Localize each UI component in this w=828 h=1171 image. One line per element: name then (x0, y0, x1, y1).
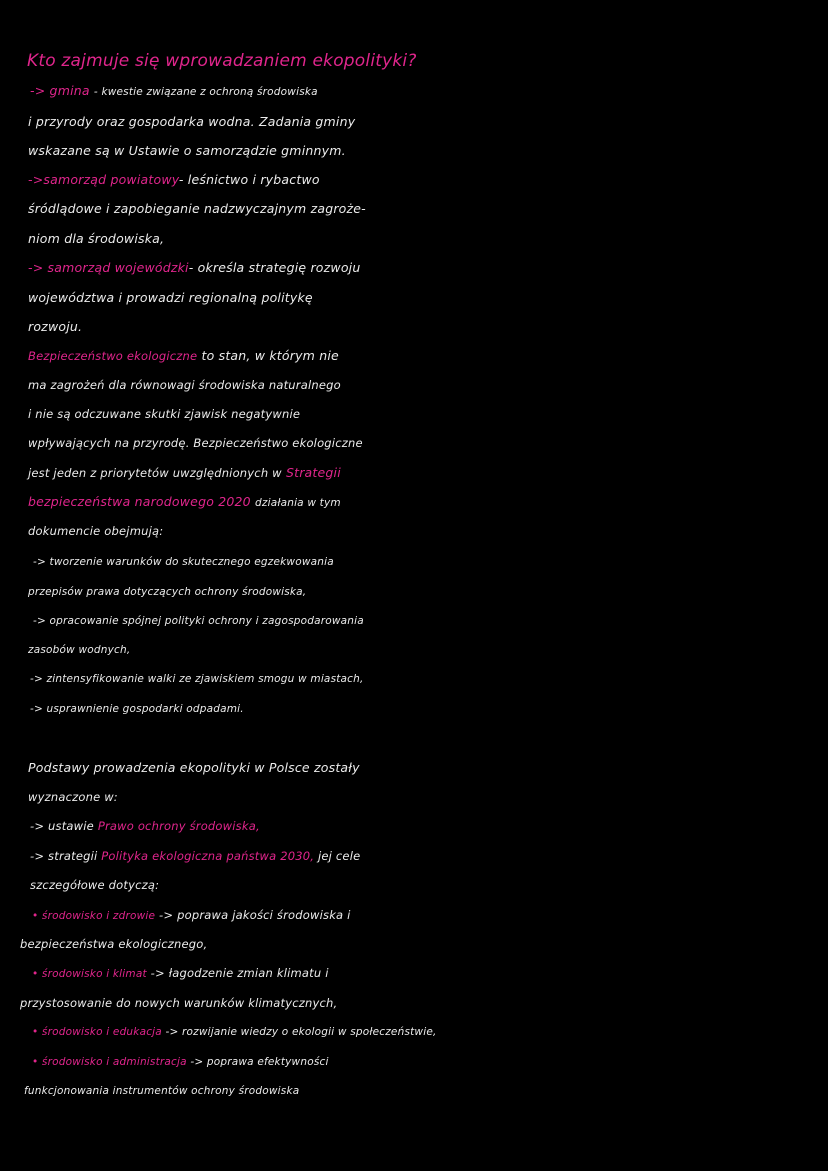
note-line: i nie są odczuwane skutki zjawisk negatywnie (28, 407, 301, 421)
note-line: -> usprawnienie gospodarki odpadami. (30, 703, 244, 715)
note-text: to stan, w którym nie (201, 348, 339, 363)
note-text: jej cele (317, 849, 361, 863)
highlight-term: -> gmina (30, 83, 90, 98)
note-line (32, 1027, 437, 1038)
note-text: -> strategii (30, 849, 98, 863)
highlight-term: ->samorząd powiatowy (28, 172, 179, 187)
note-line: wpływających na przyrodę. Bezpieczeństwo ekologiczne (28, 436, 363, 450)
note-line (28, 262, 360, 275)
note-line: województwa i prowadzi regionalną politykę (28, 290, 313, 305)
highlight-term: Strategii (285, 465, 341, 480)
note-line (28, 467, 341, 480)
note-line (30, 851, 360, 863)
note-line: -> tworzenie warunków do skutecznego egzekwowania (33, 556, 334, 568)
highlight-term: • środowisko i zdrowie (32, 910, 156, 922)
note-line: szczegółowe dotyczą: (30, 878, 160, 892)
note-text: - kwestie związane z ochroną środowiska (93, 86, 318, 98)
note-line: wskazane są w Ustawie o samorządzie gminnym. (28, 143, 346, 158)
note-text: -> ustawie (30, 819, 94, 833)
highlight-term: Bezpieczeństwo ekologiczne (28, 349, 198, 363)
note-line: śródlądowe i zapobieganie nadzwyczajnym zagroże- (28, 201, 366, 216)
note-line: niom dla środowiska, (28, 231, 165, 246)
note-text: -> poprawa jakości środowiska i (159, 908, 351, 922)
highlight-term: -> samorząd wojewódzki (28, 260, 189, 275)
note-line (32, 968, 329, 980)
note-text: jest jeden z priorytetów uwzględnionych w (28, 466, 282, 480)
note-line: Podstawy prowadzenia ekopolityki w Polsce zostały (28, 760, 360, 775)
highlight-term: • środowisko i administracja (32, 1056, 187, 1068)
note-line: zasobów wodnych, (28, 644, 131, 656)
note-text: -> rozwijanie wiedzy o ekologii w społeczeństwie, (165, 1026, 437, 1038)
note-line: przystosowanie do nowych warunków klimatycznych, (20, 996, 338, 1010)
note-text: działania w tym (255, 497, 341, 509)
note-text: - leśnictwo i rybactwo (178, 172, 320, 187)
note-line: -> zintensyfikowanie walki ze zjawiskiem smogu w miastach, (30, 673, 364, 685)
note-line: wyznaczone w: (28, 790, 118, 804)
note-line (28, 496, 341, 509)
note-text: -> łagodzenie zmian klimatu i (150, 966, 329, 980)
note-line (32, 910, 351, 922)
note-line (32, 1057, 329, 1068)
highlight-term: • środowisko i edukacja (32, 1026, 162, 1038)
note-line (28, 350, 339, 363)
note-line (28, 174, 320, 187)
note-line: i przyrody oraz gospodarka wodna. Zadania gminy (28, 114, 356, 129)
note-line: dokumencie obejmują: (28, 524, 164, 538)
note-line: ma zagrożeń dla równowagi środowiska naturalnego (28, 378, 341, 392)
note-title: Kto zajmuje się wprowadzaniem ekopolityki? (27, 51, 417, 71)
note-line (30, 821, 260, 833)
highlight-term: Prawo ochrony środowiska, (97, 819, 260, 833)
note-text: - określa strategię rozwoju (188, 260, 361, 275)
note-text: -> poprawa efektywności (190, 1056, 329, 1068)
note-line: -> opracowanie spójnej polityki ochrony i zagospodarowania (33, 615, 364, 627)
highlight-term: bezpieczeństwa narodowego 2020 (28, 494, 251, 509)
note-line: przepisów prawa dotyczących ochrony środowiska, (28, 586, 307, 598)
highlight-term: Polityka ekologiczna państwa 2030, (101, 849, 315, 863)
note-line: bezpieczeństwa ekologicznego, (20, 937, 208, 951)
note-line (30, 85, 318, 98)
note-line: rozwoju. (28, 319, 83, 334)
note-line: funkcjonowania instrumentów ochrony środowiska (24, 1085, 300, 1097)
highlight-term: • środowisko i klimat (32, 968, 147, 980)
